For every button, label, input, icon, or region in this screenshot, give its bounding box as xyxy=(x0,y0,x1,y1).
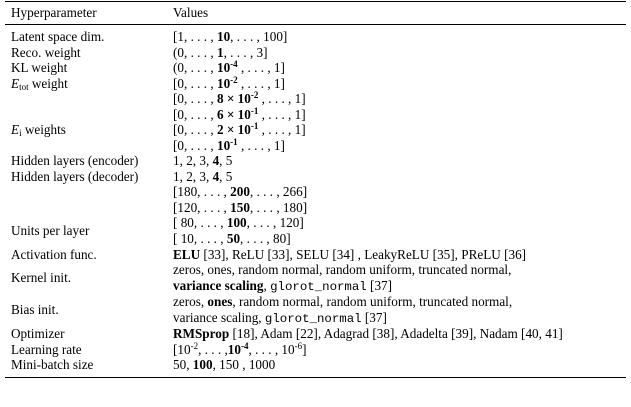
default-exponent: -2 xyxy=(250,90,259,100)
value-text: , . . . , 1] xyxy=(237,137,285,153)
row-name xyxy=(11,122,66,138)
row-name: Hidden layers (encoder) xyxy=(11,153,139,168)
value-text: [0, . . . , xyxy=(173,91,217,106)
header-values: Values xyxy=(173,5,209,20)
value-text: , 5 xyxy=(219,168,233,184)
header-rule xyxy=(5,24,626,25)
row-value: zeros, ones, random normal, random uniform, truncated normal, xyxy=(173,262,512,277)
value-text: [ 10, . . . , xyxy=(173,230,227,246)
value-text: 1, 2, 3, xyxy=(173,168,213,184)
value-text: ] xyxy=(302,341,307,357)
value-text: , . . . , 1] xyxy=(237,60,285,75)
default-value: 100 xyxy=(226,215,247,230)
default-base: 10 xyxy=(227,341,241,357)
default-value: ELU xyxy=(173,246,201,262)
default-value: 10 xyxy=(216,29,231,44)
top-rule xyxy=(5,1,626,2)
header-hyperparameter: Hyperparameter xyxy=(11,5,97,20)
default-base: 6 × 10 xyxy=(216,106,251,122)
default-exponent: -4 xyxy=(240,340,249,351)
default-value: 200 xyxy=(230,184,250,199)
math-subscript: i xyxy=(19,127,22,138)
value-text: [0, . . . , xyxy=(173,122,217,137)
row-value xyxy=(173,310,387,328)
code-value: glorot_normal xyxy=(270,280,367,294)
default-base: 10 xyxy=(216,75,231,91)
default-value xyxy=(217,76,238,91)
value-text: [37] xyxy=(361,310,387,325)
row-name xyxy=(11,76,68,92)
default-value: variance scaling xyxy=(173,278,264,293)
value-text: , . . . , 3] xyxy=(223,44,268,60)
row-value xyxy=(173,138,285,154)
row-name-text: weights xyxy=(21,121,66,137)
value-text: , random normal, random uniform, truncated normal, xyxy=(232,294,513,309)
default-value xyxy=(228,342,249,357)
default-value xyxy=(217,60,238,75)
row-value xyxy=(173,247,526,263)
value-text: , 150 , 1000 xyxy=(212,357,276,372)
default-base: 10 xyxy=(216,137,231,153)
row-value xyxy=(173,153,232,169)
row-name: Reco. weight xyxy=(11,44,81,60)
default-base: 2 × 10 xyxy=(216,122,251,137)
row-value xyxy=(173,91,306,107)
default-value xyxy=(217,122,258,137)
row-value xyxy=(173,184,307,200)
value-text: , . . . , 1] xyxy=(237,75,285,91)
math-subscript: tot xyxy=(19,81,29,92)
value-text: [0, . . . , xyxy=(173,137,217,153)
default-exponent: -1 xyxy=(230,136,238,147)
value-text: zeros, xyxy=(173,294,208,309)
value-text: [18], Adam [22], Adagrad [38], Adadelta [39], Nadam [40, 41] xyxy=(229,326,563,341)
row-value xyxy=(173,45,268,61)
exponent: -2 xyxy=(190,340,199,351)
value-text: , . . . , 266] xyxy=(249,184,308,199)
math-symbol: E xyxy=(11,75,20,91)
math-symbol: E xyxy=(11,121,20,137)
default-base: 8 × 10 xyxy=(216,91,251,106)
value-text: [37] xyxy=(366,278,393,293)
default-exponent: -1 xyxy=(250,105,259,116)
default-value: 150 xyxy=(230,199,250,215)
row-value xyxy=(173,342,307,358)
value-text: 50, xyxy=(173,357,193,372)
row-value xyxy=(173,278,392,296)
value-text: , 5 xyxy=(219,153,233,168)
default-value xyxy=(217,91,258,106)
row-name: Bias init. xyxy=(11,302,59,317)
row-value xyxy=(173,107,306,123)
value-text: [0, . . . , xyxy=(173,75,217,91)
value-text: , . . . , 1] xyxy=(258,122,306,137)
value-text: 1, 2, 3, xyxy=(173,153,213,168)
default-value: 4 xyxy=(212,153,220,168)
default-value: ones xyxy=(207,294,233,309)
default-value: 50 xyxy=(226,230,241,246)
value-text: , . . . , 100] xyxy=(230,29,288,44)
bottom-rule xyxy=(5,377,626,378)
value-text: , . . . , 180] xyxy=(249,199,308,215)
default-value: RMSprop xyxy=(173,326,230,341)
row-value xyxy=(173,231,291,247)
value-text: , . . . , 80] xyxy=(240,230,291,246)
row-value xyxy=(173,357,275,373)
row-value xyxy=(173,29,287,45)
row-name: Optimizer xyxy=(11,326,65,341)
row-value xyxy=(173,76,285,92)
row-value xyxy=(173,215,304,231)
value-text: (0, . . . , xyxy=(173,44,217,60)
value-text: variance scaling, xyxy=(173,310,265,325)
value-text: (0, . . . , xyxy=(173,60,217,75)
default-exponent: -4 xyxy=(230,59,238,69)
row-name: Learning rate xyxy=(11,341,82,357)
row-value xyxy=(173,200,307,216)
default-value: 100 xyxy=(192,357,213,372)
default-base: 10 xyxy=(216,60,231,75)
value-text: , . . . , 1] xyxy=(258,91,306,106)
value-text: , xyxy=(263,278,271,293)
value-text: [33], ReLU [33], SELU [34] , LeakyReLU [35], PReLU [36] xyxy=(200,246,527,262)
value-text: [0, . . . , xyxy=(173,106,217,122)
value-text: [1, . . . , xyxy=(173,29,217,44)
row-value xyxy=(173,169,232,185)
value-text: , . . . , 10 xyxy=(248,341,295,357)
default-value xyxy=(217,107,258,122)
row-name-text: weight xyxy=(28,75,68,91)
default-value xyxy=(217,138,238,153)
value-text: , . . . , xyxy=(198,341,228,357)
row-name: Hidden layers (decoder) xyxy=(11,168,139,184)
row-name: Activation func. xyxy=(11,246,97,262)
value-text: , . . . , 1] xyxy=(258,106,306,122)
default-exponent: -1 xyxy=(250,121,259,131)
value-text: [180, . . . , xyxy=(173,184,231,199)
row-value xyxy=(173,60,285,76)
value-text: [10 xyxy=(173,341,191,357)
row-value xyxy=(173,294,512,310)
row-name: Latent space dim. xyxy=(11,29,105,44)
default-exponent: -2 xyxy=(230,74,238,85)
value-text: [ 80, . . . , xyxy=(173,215,227,230)
row-value xyxy=(173,326,563,342)
code-value: glorot_normal xyxy=(264,312,362,326)
row-name: Mini-batch size xyxy=(11,357,94,372)
row-name: Units per layer xyxy=(11,222,90,238)
row-value xyxy=(173,122,306,138)
value-text: , . . . , 120] xyxy=(246,215,304,230)
default-value: 1 xyxy=(216,44,224,60)
exponent: -6 xyxy=(294,340,303,351)
row-name: Kernel init. xyxy=(11,270,72,285)
value-text: [120, . . . , xyxy=(173,199,231,215)
default-value: 4 xyxy=(212,168,220,184)
row-name: KL weight xyxy=(11,60,68,75)
